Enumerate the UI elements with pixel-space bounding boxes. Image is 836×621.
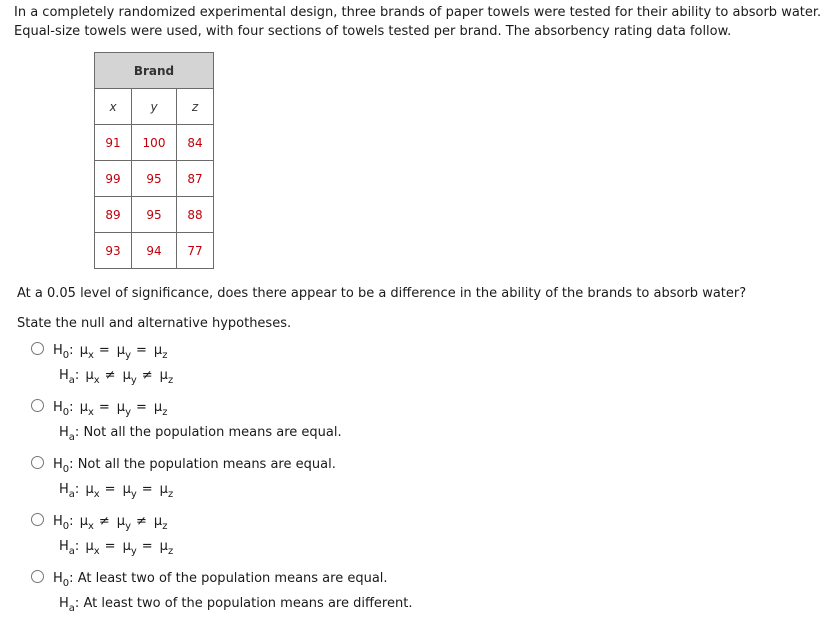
- intro-line-2: Equal-size towels were used, with four sections of towels tested per brand. The absorbency rating data follow.: [14, 24, 732, 39]
- hypothesis-option-3[interactable]: $H_0$: Not all the population means are equal. $H_a$: $\mu_x = \mu_y = \mu_z$: [31, 455, 336, 505]
- table-row: [95, 197, 214, 233]
- absorbency-table: [94, 52, 214, 269]
- option-5-ha-text: At least two of the population means are different.: [83, 596, 413, 611]
- table-row: [95, 161, 214, 197]
- table-cell: 91: [95, 125, 132, 161]
- intro-line-1: In a completely randomized experimental design, three brands of paper towels were tested for their ability to absorb water.: [14, 5, 822, 20]
- radio-button[interactable]: [31, 513, 44, 526]
- table-cell: 100: [132, 125, 177, 161]
- table-cell: 95: [132, 197, 177, 233]
- table-cell: 87: [177, 161, 214, 197]
- column-header-x: x: [95, 89, 132, 125]
- table-cell: 77: [177, 233, 214, 269]
- option-5-h0-text: At least two of the population means are equal.: [77, 571, 388, 586]
- instruction-text: State the null and alternative hypotheses.: [17, 316, 292, 331]
- option-2-ha-text: Not all the population means are equal.: [83, 425, 342, 440]
- radio-button[interactable]: [31, 456, 44, 469]
- table-cell: 99: [95, 161, 132, 197]
- brand-header: Brand: [95, 53, 214, 89]
- hypothesis-option-4[interactable]: $H_0$: $\mu_x \ne \mu_y \ne \mu_z$ $H_a$: $\mu_x = \mu_y = \mu_z$: [31, 512, 173, 562]
- table-cell: 95: [132, 161, 177, 197]
- radio-button[interactable]: [31, 399, 44, 412]
- hypothesis-option-1[interactable]: $H_0$: $\mu_x = \mu_y = \mu_z$ $H_a$: $\mu_x \ne \mu_y \ne \mu_z$: [31, 341, 173, 391]
- hypothesis-option-5[interactable]: $H_0$: At least two of the population means are equal. $H_a$: At least two of the population means are different.: [31, 569, 412, 619]
- column-header-z: z: [177, 89, 214, 125]
- table-cell: 88: [177, 197, 214, 233]
- hypothesis-option-2[interactable]: $H_0$: $\mu_x = \mu_y = \mu_z$ $H_a$: Not all the population means are equal.: [31, 398, 342, 448]
- table-cell: 94: [132, 233, 177, 269]
- table-cell: 84: [177, 125, 214, 161]
- table-row: [95, 125, 214, 161]
- radio-button[interactable]: [31, 570, 44, 583]
- table-cell: 89: [95, 197, 132, 233]
- problem-intro: [14, 3, 834, 41]
- option-3-h0-text: Not all the population means are equal.: [77, 457, 336, 472]
- question-text: At a 0.05 level of significance, does there appear to be a difference in the ability of the brands to absorb water?: [17, 286, 747, 301]
- column-header-y: y: [132, 89, 177, 125]
- radio-button[interactable]: [31, 342, 44, 355]
- table-row: [95, 233, 214, 269]
- table-cell: 93: [95, 233, 132, 269]
